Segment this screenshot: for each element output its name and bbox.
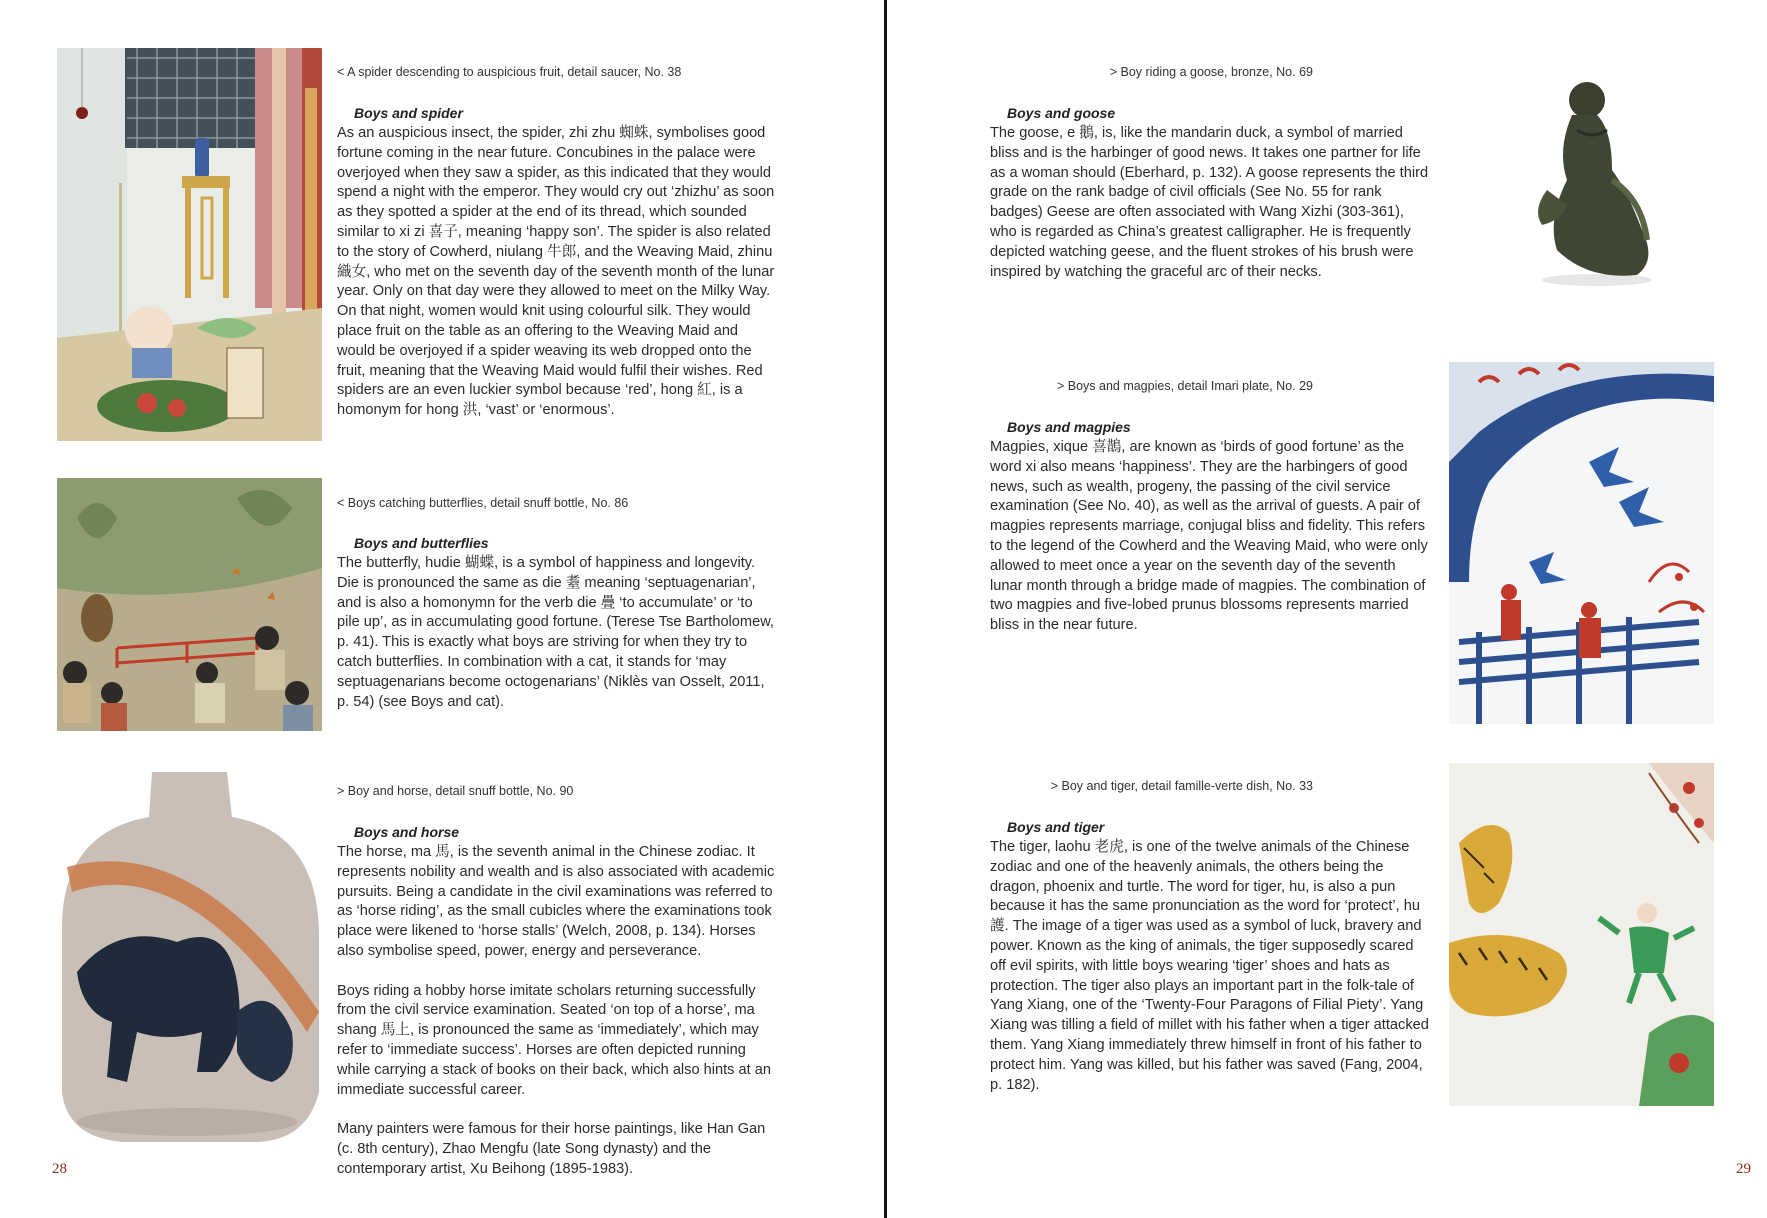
section-title: Boys and magpies	[1007, 419, 1131, 435]
body-paragraph: Boys riding a hobby horse imitate scholars returning successfully from the civil service examination. Seated ‘on top of a horse’, ma shang 馬上, is pronounced the same as ‘immediately’, which may refer to ‘immediate success’. Horses are often depicted running while carrying a stack of books on their back, which also hints at an immediate successful career.	[337, 982, 771, 1098]
section-title: Boys and horse	[354, 824, 460, 840]
figure-caption: > Boy and horse, detail snuff bottle, No. 90	[337, 784, 574, 798]
body-paragraph: The butterfly, hudie 蝴蝶, is a symbol of happiness and longevity. Die is pronounced the same as die 耋 meaning ‘septuagenarian’, and is also a homonymn for the verb die 疊 ‘to accumulate’ or ‘to pile up’, as in accumulating good fortune. (Terese Tse Bartholomew, p. 41). This is exactly what boys are striving for when they try to catch butterflies. In combination with a cat, it stands for ‘may septuagenarians become octogenarians’ (Niklès van Osselt, 2011, p. 54) (see Boys and cat).	[337, 555, 774, 710]
body-paragraph: The goose, e 鵝, is, like the mandarin duck, a symbol of married bliss and is the harbinger of good news. It takes one partner for life as a woman should (Eberhard, p. 132). A goose represents the third grade on the rank badge of civil officials (See No. 55 for rank badges) Geese are often associated with Wang Xizhi (303-361), who is regarded as China’s greatest calligrapher. He is frequently depicted watching geese, and the fluent strokes of his brush were inspired by watching the graceful arc of their necks.	[990, 125, 1429, 280]
body-paragraph: Magpies, xique 喜鵲, are known as ‘birds of good fortune’ as the word xi also means ‘happiness’. They are the harbingers of good news, such as wealth, progeny, the passing of the civil service examination (See No. 40), as well as the arrival of guests. A pair of magpies represents marriage, conjugal bliss and fidelity. This refers to the legend of the Cowherd and the Weaving Maid, who were only allowed to meet once a year on the seventh day of the seventh lunar month through a bridge made of magpies. The combination of two magpies and five-lobed prunus blossoms represents married bliss in the near future.	[990, 439, 1428, 634]
body-paragraph: The tiger, laohu 老虎, is one of the twelve animals of the Chinese zodiac and one of the heavenly animals, the others being the dragon, phoenix and turtle. The word for tiger, hu, is also a pun because it has the same pronunciation as the word for ‘protect’, hu 護. The image of a tiger was used as a symbol of luck, bravery and power. Known as the king of animals, the tiger supposedly scared off evil spirits, with little boys wearing ‘tiger’ shoes and hats as protection. The tiger also plays an important part in the folk-tale of Yang Xiang, one of the ‘Twenty-Four Paragons of Filial Piety’. Yang Xiang was tilling a field of millet with his father when a tiger attacked them. Yang Xiang immediately threw himself in front of his father to protect him. Yang was killed, but his father was saved (Fang, 2004, p. 182).	[990, 839, 1429, 1093]
figure-caption: < A spider descending to auspicious fruit, detail saucer, No. 38	[337, 65, 682, 79]
butterflies-snuff-bottle-photo	[57, 478, 322, 731]
body-paragraph: As an auspicious insect, the spider, zhi zhu 蜘蛛, symbolises good fortune coming in the near future. Concubines in the palace were overjoyed when they saw a spider, as this indicated that they would spend a night with the emperor. They would cry out ‘zhizhu’ as soon as they spotted a spider at the end of its thread, which sounded similar to xi zi 喜子, meaning ‘happy son’. The spider is also related to the story of Cowherd, niulang 牛郎, and the Weaving Maid, zhinu 織女, who met on the seventh day of the seventh month of the lunar year. Only on that day were they allowed to meet on the Milky Way. On that night, women would knit using colourful silk. They would place fruit on the table as an offering to the Weaving Maid and would be overjoyed if a spider weaving its web dropped onto the fruit, meaning that the Weaving Maid would fulfil their wishes. Red spiders are an even luckier symbol because ‘red’, hong 紅, is a homonym for hong 洪, ‘vast’ or ‘enormous’.	[337, 125, 775, 419]
figure-caption: > Boys and magpies, detail Imari plate, No. 29	[1056, 379, 1313, 393]
section-body	[990, 438, 1430, 636]
horse-snuff-bottle-photo	[57, 772, 322, 1142]
section-body	[337, 843, 779, 1180]
spider-saucer-photo	[57, 48, 322, 441]
famille-verte-dish-photo	[1449, 763, 1714, 1106]
section-title: Boys and tiger	[1007, 819, 1105, 835]
page-number: 28	[52, 1161, 67, 1177]
section-body	[337, 554, 779, 712]
imari-plate-photo	[1449, 362, 1714, 724]
right-page	[887, 0, 1767, 1218]
section-title: Boys and butterflies	[354, 535, 489, 551]
figure-caption: > Boy and tiger, detail famille-verte dish, No. 33	[1050, 779, 1313, 793]
section-body	[337, 124, 779, 421]
section-title: Boys and spider	[354, 105, 463, 121]
figure-caption: < Boys catching butterflies, detail snuff bottle, No. 86	[337, 496, 629, 510]
section-body	[990, 124, 1430, 282]
section-title: Boys and goose	[1007, 105, 1116, 121]
figure-caption: > Boy riding a goose, bronze, No. 69	[1109, 65, 1313, 79]
body-paragraph: The horse, ma 馬, is the seventh animal in the Chinese zodiac. It represents nobility and wealth and is also associated with academic pursuits. Being a candidate in the civil examinations was referred to as ‘horse riding’, as the small cubicles where the examinations took place were likened to ‘horse stalls’ (Welch, 2008, p. 134). Horses also symbolise speed, power, energy and perseverance.	[337, 844, 775, 959]
body-paragraph: Many painters were famous for their horse paintings, like Han Gan (c. 8th century), Zhao Mengfu (late Song dynasty) and the contemporary artist, Xu Beihong (1895-1983).	[337, 1121, 766, 1177]
bronze-goose-photo	[1517, 70, 1667, 290]
page-number: 29	[1736, 1161, 1751, 1177]
section-body	[990, 838, 1430, 1095]
